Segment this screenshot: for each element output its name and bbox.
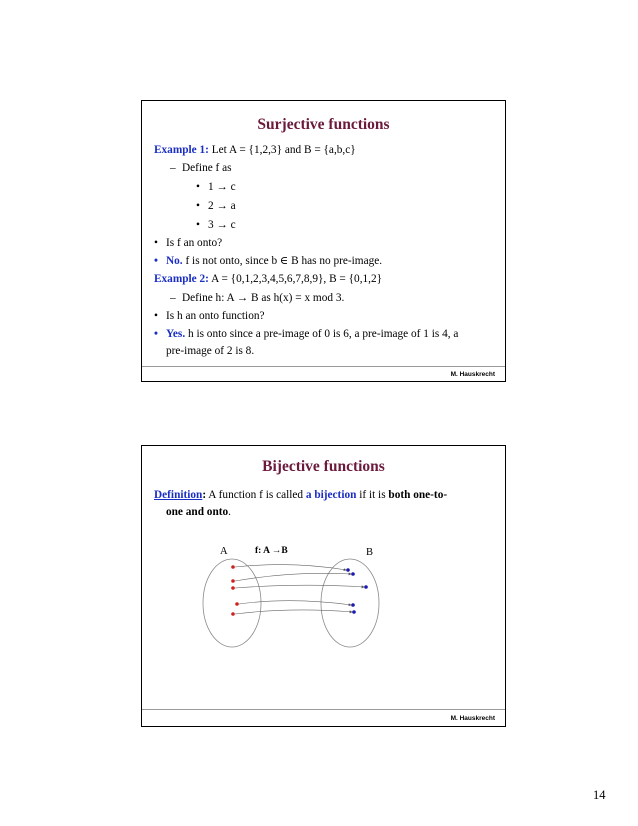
codomain-element-dot [346,568,350,572]
example-2-line [154,272,382,286]
bullet-icon: • [196,219,200,231]
footer-divider [142,366,505,367]
answer-1 [154,254,382,268]
codomain-element-dot [351,603,355,607]
bijection-diagram [142,531,507,731]
definition-line-2 [166,505,231,519]
function-label: f: A →B [255,546,288,556]
answer-2-label: Yes. [166,328,186,340]
mapping-3 [196,218,236,232]
definition-text-1: A function f is called [206,489,306,501]
bullet-icon: • [154,255,158,267]
bullet-icon: • [154,328,158,340]
footer-divider [142,709,505,710]
codomain-element-dot [351,572,355,576]
author-credit: M. Hauskrecht [450,371,495,378]
define-h-text: Define h: A → B as h(x) = x mod 3. [182,292,345,304]
mapping-arrow [235,610,352,614]
domain-element-dot [231,612,235,616]
domain-element-dot [231,579,235,583]
set-b-ellipse [321,559,379,647]
set-b-label: B [366,547,374,558]
slide-title: Surjective functions [257,116,390,133]
set-a-ellipse [203,559,261,647]
mapping-arrow [235,573,351,581]
domain-element-dot [231,586,235,590]
question-1 [154,236,222,250]
codomain-element-dot [364,585,368,589]
domain-element-dot [231,565,235,569]
define-h-line [170,291,344,305]
define-f-line [170,161,232,175]
mapping-2 [196,199,236,213]
answer-2-text-line2: pre-image of 2 is 8. [166,345,255,357]
slide-title: Bijective functions [262,458,385,475]
example-2-text: A = {0,1,2,3,4,5,6,7,8,9}, B = {0,1,2} [211,273,383,285]
dash-bullet: – [170,292,176,304]
author-credit: M. Hauskrecht [450,715,495,722]
mapping-3-text: 3 → c [208,219,236,231]
definition-label: Definition [154,489,203,501]
slide-surjective-functions [141,100,506,382]
bullet-icon: • [154,310,158,322]
answer-2 [154,327,458,341]
mapping-arrow [235,585,364,588]
page-number: 14 [593,788,606,802]
define-f-text: Define f as [182,162,232,174]
question-1-text: Is f an onto? [166,237,223,249]
bullet-icon: • [196,181,200,193]
definition-bold-1: both one-to- [388,489,448,501]
question-2 [154,309,265,323]
question-2-text: Is h an onto function? [166,310,265,322]
mapping-arrow [239,601,351,605]
definition-bold-2: one and onto [166,506,229,518]
slide-bijective-functions [141,445,506,727]
bullet-icon: • [196,200,200,212]
answer-1-label: No. [166,255,183,267]
definition-term: a bijection [305,489,357,501]
domain-element-dot [235,602,239,606]
answer-2-text-line1: h is onto since a pre-image of 0 is 6, a pre-image of 1 is 4, a [187,328,459,340]
mapping-1 [196,180,236,194]
bullet-icon: • [154,237,158,249]
codomain-element-dot [352,610,356,614]
example-1-line [154,143,356,157]
dash-bullet: – [170,162,176,174]
answer-2-continued [166,344,254,358]
definition-text-2: if it is [356,489,389,501]
definition-end: . [228,506,231,518]
definition-colon: : [202,489,207,501]
answer-1-text: f is not onto, since b ∈ B has no pre-image. [185,255,383,267]
set-a-label: A [220,546,228,557]
mapping-arrow [235,565,346,570]
example-2-label: Example 2: [154,273,209,285]
mapping-2-text: 2 → a [208,200,236,212]
mapping-1-text: 1 → c [208,181,236,193]
example-1-label: Example 1: [154,144,209,156]
definition-line-1 [154,488,447,502]
example-1-text: Let A = {1,2,3} and B = {a,b,c} [211,144,356,156]
